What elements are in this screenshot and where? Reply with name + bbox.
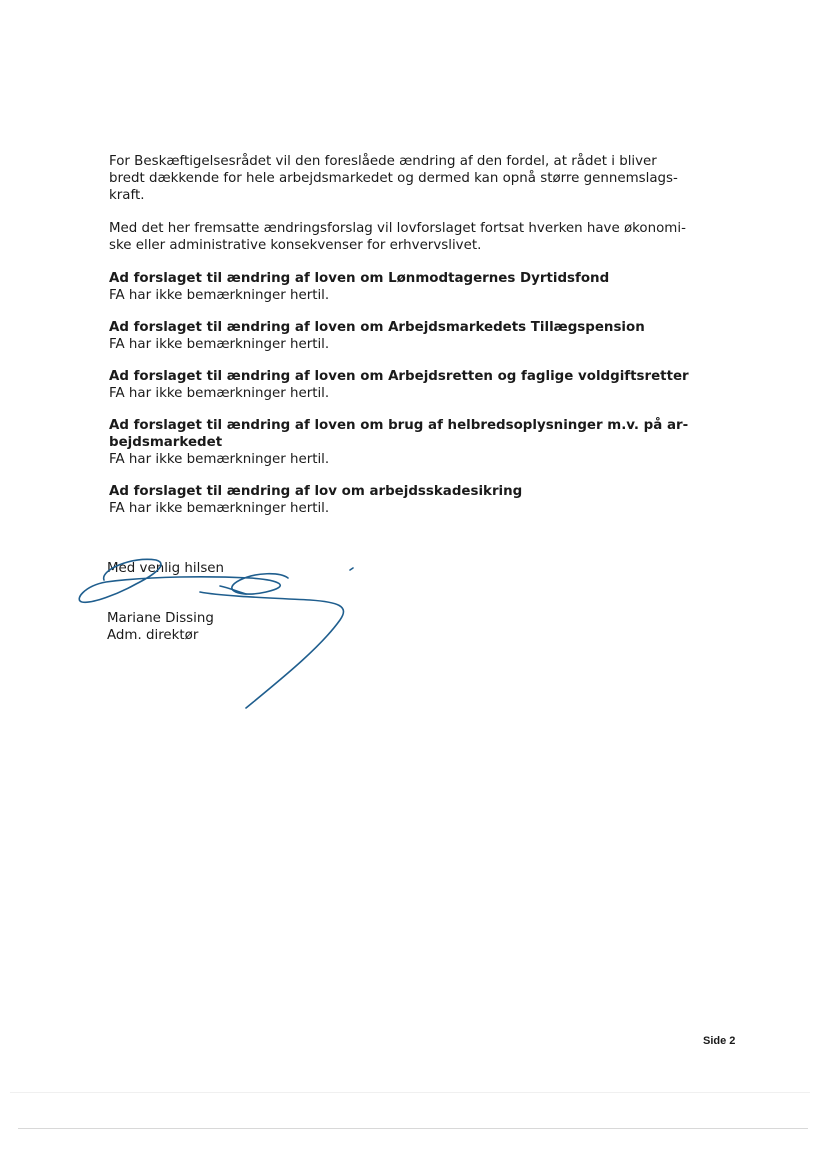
page-number: Side 2 — [703, 1035, 736, 1047]
section-body: FA har ikke bemærkninger hertil. — [109, 501, 330, 516]
section-body: FA har ikke bemærkninger hertil. — [109, 288, 330, 303]
letter-body — [109, 153, 709, 532]
section-heading: Ad forslaget til ændring af loven om Arbejdsretten og faglige voldgiftsretter — [109, 369, 689, 384]
section-heading: Ad forslaget til ændring af lov om arbejdsskadesikring — [109, 484, 523, 499]
section-body: FA har ikke bemærkninger hertil. — [109, 337, 330, 352]
section-arbejdsretten — [109, 368, 709, 402]
scan-artifact-line — [10, 1092, 810, 1093]
section-arbejdsskadesikring — [109, 483, 709, 517]
signatory-title: Adm. direktør — [107, 628, 199, 643]
signatory-name: Mariane Dissing — [107, 611, 214, 626]
paragraph-beskaeftigelsesraadet: For Beskæftigelsesrådet vil den foreslåede ændring af den fordel, at rådet i bliver bredt dækkende for hele arbejdsmarkedet og dermed kan opnå større gennemslags- kraft. — [109, 154, 678, 203]
section-heading: Ad forslaget til ændring af loven om Arbejdsmarkedets Tillægspension — [109, 320, 645, 335]
section-heading: Ad forslaget til ændring af loven om brug af helbredsoplysninger m.v. på ar- bejdsmarkedet — [109, 418, 689, 450]
handwritten-signature — [70, 550, 370, 720]
section-tillaegspension — [109, 319, 709, 353]
section-body: FA har ikke bemærkninger hertil. — [109, 452, 330, 467]
section-body: FA har ikke bemærkninger hertil. — [109, 386, 330, 401]
section-helbredsoplysninger — [109, 417, 709, 468]
closing-greeting: Med venlig hilsen — [107, 561, 225, 576]
section-dyrtidsfond — [109, 270, 709, 304]
section-heading: Ad forslaget til ændring af loven om Lønmodtagernes Dyrtidsfond — [109, 271, 610, 286]
paragraph-konsekvenser: Med det her fremsatte ændringsforslag vil lovforslaget fortsat hverken have økonomi- ske eller administrative konsekvenser for erhvervslivet. — [109, 221, 686, 253]
scan-artifact-line — [18, 1128, 808, 1129]
